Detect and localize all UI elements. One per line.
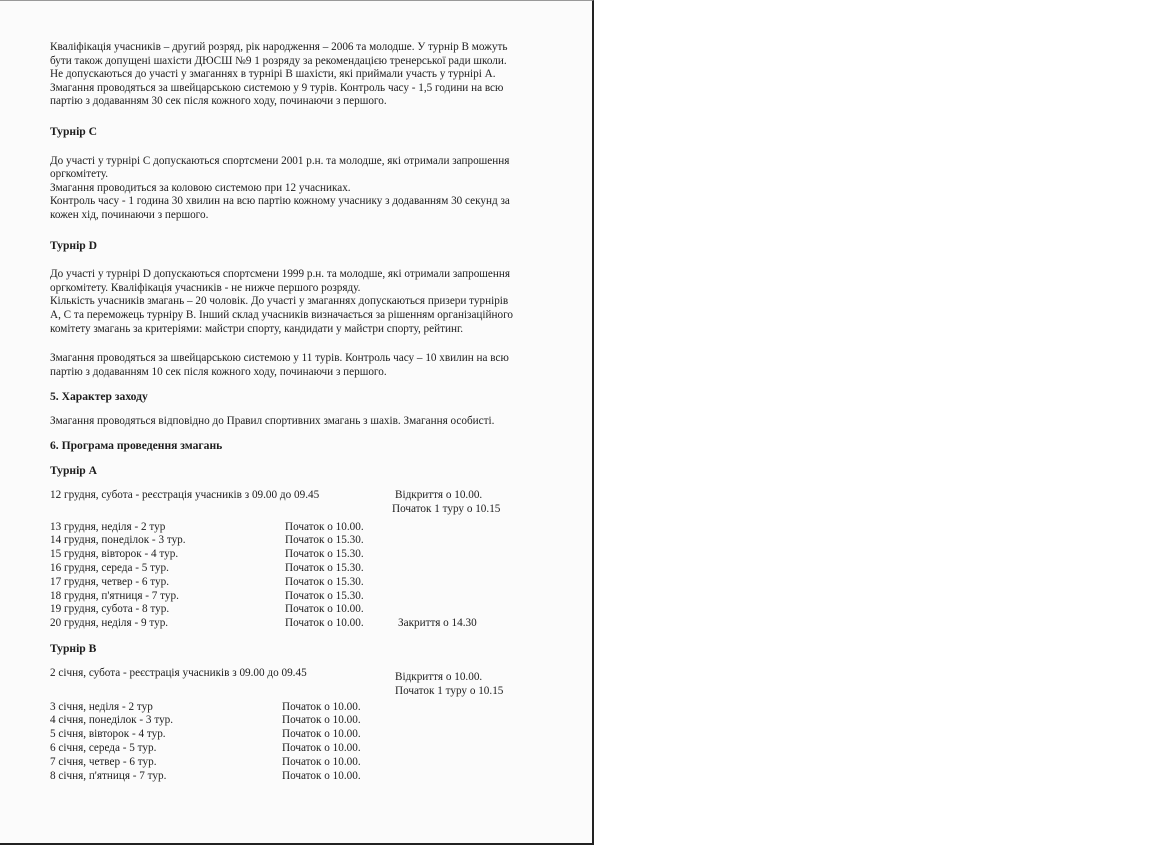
first-round-text: Початок 1 туру о 10.15	[392, 502, 501, 515]
text-line: Змагання проводяться за швейцарською системою у 11 турів. Контроль часу – 10 хвилин на всю	[50, 352, 509, 365]
tournament-d-rules	[50, 352, 570, 379]
text-line: комітету змагань за критеріями: майстри спорту, кандидати у майстри спорту, рейтинг.	[50, 322, 464, 335]
tournament-a-schedule	[50, 489, 570, 631]
round-start: Початок о 15.30.	[285, 562, 364, 575]
registration-text: 12 грудня, субота - реєстрація учасників з 09.00 до 09.45	[50, 488, 320, 501]
round-row	[50, 701, 570, 715]
round-start: Початок о 10.00.	[282, 700, 361, 713]
intro-line: бути також допущені шахісти ДЮСШ №9 1 розряду за рекомендацією тренерської ради школи.	[50, 54, 507, 67]
round-row	[50, 576, 570, 590]
round-date: 5 січня, вівторок - 4 тур.	[50, 728, 166, 741]
round-start: Початок о 15.30.	[285, 589, 364, 602]
round-row	[50, 603, 570, 617]
closing-text: Закриття о 14.30	[398, 617, 477, 630]
tournament-c-heading: Турнір С	[50, 124, 98, 138]
round-start: Початок о 10.00.	[285, 617, 364, 630]
intro-line: Змагання проводяться за швейцарською системою у 9 турів. Контроль часу - 1,5 години на всю	[50, 81, 504, 94]
round-date: 14 грудня, понеділок - 3 тур.	[50, 534, 186, 547]
text-line: кожен хід, починаючи з першого.	[50, 208, 209, 221]
round-row	[50, 756, 570, 770]
round-date: 18 грудня, п'ятниця - 7 тур.	[50, 589, 179, 602]
registration-row	[50, 667, 570, 681]
intro-line: Кваліфікація учасників – другий розряд, рік народження – 2006 та молодше. У турнір В можуть	[50, 41, 508, 53]
round-date: 17 грудня, четвер - 6 тур.	[50, 575, 170, 588]
round-start: Початок о 10.00.	[285, 520, 364, 533]
round-date: 6 січня, середа - 5 тур.	[50, 742, 157, 755]
tournament-b-schedule	[50, 667, 570, 784]
round-row	[50, 617, 570, 631]
round-start: Початок о 15.30.	[285, 534, 364, 547]
round-date: 4 січня, понеділок - 3 тур.	[50, 714, 174, 727]
round-date: 13 грудня, неділя - 2 тур	[50, 520, 166, 533]
round-start: Початок о 15.30.	[285, 548, 364, 561]
section-5-heading: 5. Характер заходу	[50, 390, 148, 404]
round-start: Початок о 15.30.	[285, 575, 364, 588]
round-start: Початок о 10.00.	[282, 728, 361, 741]
text-line: Кількість учасників змагань – 20 чоловік. До участі у змаганнях допускаються призери турнірів	[50, 295, 509, 308]
text-line: Змагання проводиться за коловою системою при 12 учасниках.	[50, 181, 351, 194]
round-date: 8 січня, п'ятниця - 7 тур.	[50, 769, 167, 782]
section-5-text: Змагання проводяться відповідно до Правил спортивних змагань з шахів. Змагання особисті.	[50, 414, 495, 427]
tournament-d-paragraph	[50, 268, 570, 336]
tournament-d-heading: Турнір D	[50, 238, 98, 252]
round-date: 16 грудня, середа - 5 тур.	[50, 562, 169, 575]
tournament-a-heading: Турнір А	[50, 464, 98, 478]
round-row	[50, 548, 570, 562]
round-row	[50, 714, 570, 728]
round-start: Початок о 10.00.	[282, 769, 361, 782]
round-row	[50, 590, 570, 604]
text-line: Контроль часу - 1 година 30 хвилин на всю партію кожному учаснику з додаванням 30 секунд за	[50, 195, 510, 208]
tournament-b-heading: Турнір В	[50, 642, 97, 656]
round-start: Початок о 10.00.	[282, 755, 361, 768]
first-round-row	[50, 503, 570, 517]
text-line: До участі у турнірі D допускаються спортсмени 1999 р.н. та молодше, які отримали запрошення	[50, 268, 510, 281]
first-round-text: Початок 1 туру о 10.15	[395, 684, 504, 697]
round-date: 15 грудня, вівторок - 4 тур.	[50, 548, 179, 561]
document-body	[50, 41, 570, 783]
round-date: 7 січня, четвер - 6 тур.	[50, 755, 157, 768]
round-start: Початок о 10.00.	[282, 742, 361, 755]
round-date: 19 грудня, субота - 8 тур.	[50, 603, 170, 616]
round-row	[50, 521, 570, 535]
text-line: А, С та переможець турніру В. Інший склад учасників визначається за рішенням організаційного	[50, 308, 513, 321]
text-line: оргкомітету. Кваліфікація учасників - не нижче першого розряду.	[50, 281, 361, 294]
round-row	[50, 742, 570, 756]
opening-text: Відкриття о 10.00.	[395, 670, 483, 683]
registration-text: 2 січня, субота - реєстрація учасників з 09.00 до 09.45	[50, 666, 307, 679]
text-line: До участі у турнірі С допускаються спортсмени 2001 р.н. та молодше, які отримали запрошення	[50, 154, 510, 167]
intro-line: Не допускаються до участі у змаганнях в турнірі В шахісти, які приймали участь у турнірі А.	[50, 68, 496, 81]
round-start: Початок о 10.00.	[285, 603, 364, 616]
round-start: Початок о 10.00.	[282, 714, 361, 727]
tournament-c-paragraph	[50, 155, 570, 223]
round-row	[50, 562, 570, 576]
registration-row	[50, 489, 570, 503]
text-line: партію з додаванням 10 сек після кожного ходу, починаючи з першого.	[50, 365, 387, 378]
round-row	[50, 534, 570, 548]
round-date: 3 січня, неділя - 2 тур	[50, 700, 153, 713]
intro-paragraph	[50, 41, 570, 109]
text-line: оргкомітету.	[50, 168, 109, 181]
first-round-row	[50, 681, 570, 695]
section-6-heading: 6. Програма проведення змагань	[50, 439, 223, 453]
round-row	[50, 728, 570, 742]
round-row	[50, 770, 570, 784]
intro-line: партію з додаванням 30 сек після кожного ходу, починаючи з першого.	[50, 95, 387, 108]
round-date: 20 грудня, неділя - 9 тур.	[50, 617, 169, 630]
opening-text: Відкриття о 10.00.	[395, 488, 483, 501]
